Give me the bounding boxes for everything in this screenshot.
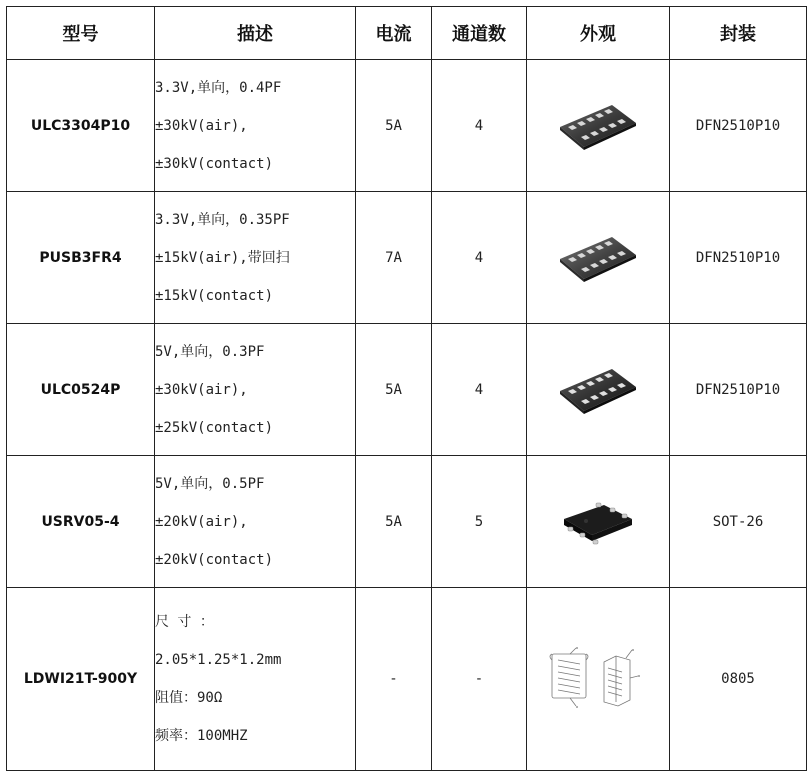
desc-line: ±30kV(contact) [155,155,274,172]
desc-line: ±20kV(air), [155,513,248,530]
channels-cell: 5 [432,456,527,588]
desc-line: 阻值：90Ω [155,690,223,706]
appearance-cell [527,588,670,771]
inductor-diagram-icon [546,646,650,712]
channels-cell: 4 [432,60,527,192]
model-cell: LDWI21T-900Y [7,588,155,771]
header-desc: 描述 [155,7,356,60]
header-current: 电流 [356,7,432,60]
desc-line: 5V,单向，0.3PF [155,343,265,360]
appearance-cell [527,456,670,588]
spec-table [6,6,807,771]
model-cell: ULC0524P [7,324,155,456]
appearance-cell [527,60,670,192]
table-row [7,324,807,456]
header-row [7,7,807,60]
package-cell: 0805 [670,588,807,771]
header-model: 型号 [7,7,155,60]
desc-line: 3.3V,单向，0.35PF [155,211,290,228]
desc-line: ±15kV(air),带回扫 [155,249,290,266]
package-cell: DFN2510P10 [670,60,807,192]
header-package: 封装 [670,7,807,60]
desc-cell [155,456,356,588]
appearance-cell [527,192,670,324]
dfn-package-icon [556,101,640,151]
package-cell: DFN2510P10 [670,324,807,456]
desc-cell [155,192,356,324]
current-cell: 7A [356,192,432,324]
model-cell: USRV05-4 [7,456,155,588]
desc-line: 频率：100MHZ [155,728,248,744]
desc-line: 3.3V,单向，0.4PF [155,79,282,96]
table-row [7,456,807,588]
table-row [7,588,807,771]
desc-line: ±30kV(air), [155,117,248,134]
channels-cell: 4 [432,192,527,324]
dfn-package-icon [556,365,640,415]
channels-cell: - [432,588,527,771]
channels-cell: 4 [432,324,527,456]
dfn-package-icon [556,233,640,283]
header-appearance: 外观 [527,7,670,60]
current-cell: - [356,588,432,771]
header-channels: 通道数 [432,7,527,60]
current-cell: 5A [356,324,432,456]
current-cell: 5A [356,60,432,192]
desc-cell [155,60,356,192]
table-row [7,192,807,324]
desc-line: ±25kV(contact) [155,419,274,436]
desc-cell [155,324,356,456]
table-row [7,60,807,192]
desc-line: ±30kV(air), [155,381,248,398]
sot26-package-icon [556,495,640,549]
model-cell: PUSB3FR4 [7,192,155,324]
desc-line: 2.05*1.25*1.2mm [155,652,282,668]
current-cell: 5A [356,456,432,588]
appearance-cell [527,324,670,456]
desc-line: ±20kV(contact) [155,551,274,568]
model-cell: ULC3304P10 [7,60,155,192]
package-cell: DFN2510P10 [670,192,807,324]
desc-line: 5V,单向，0.5PF [155,475,265,492]
desc-cell [155,588,356,771]
package-cell: SOT-26 [670,456,807,588]
desc-line: 尺 寸 ： [155,614,214,630]
desc-line: ±15kV(contact) [155,287,274,304]
